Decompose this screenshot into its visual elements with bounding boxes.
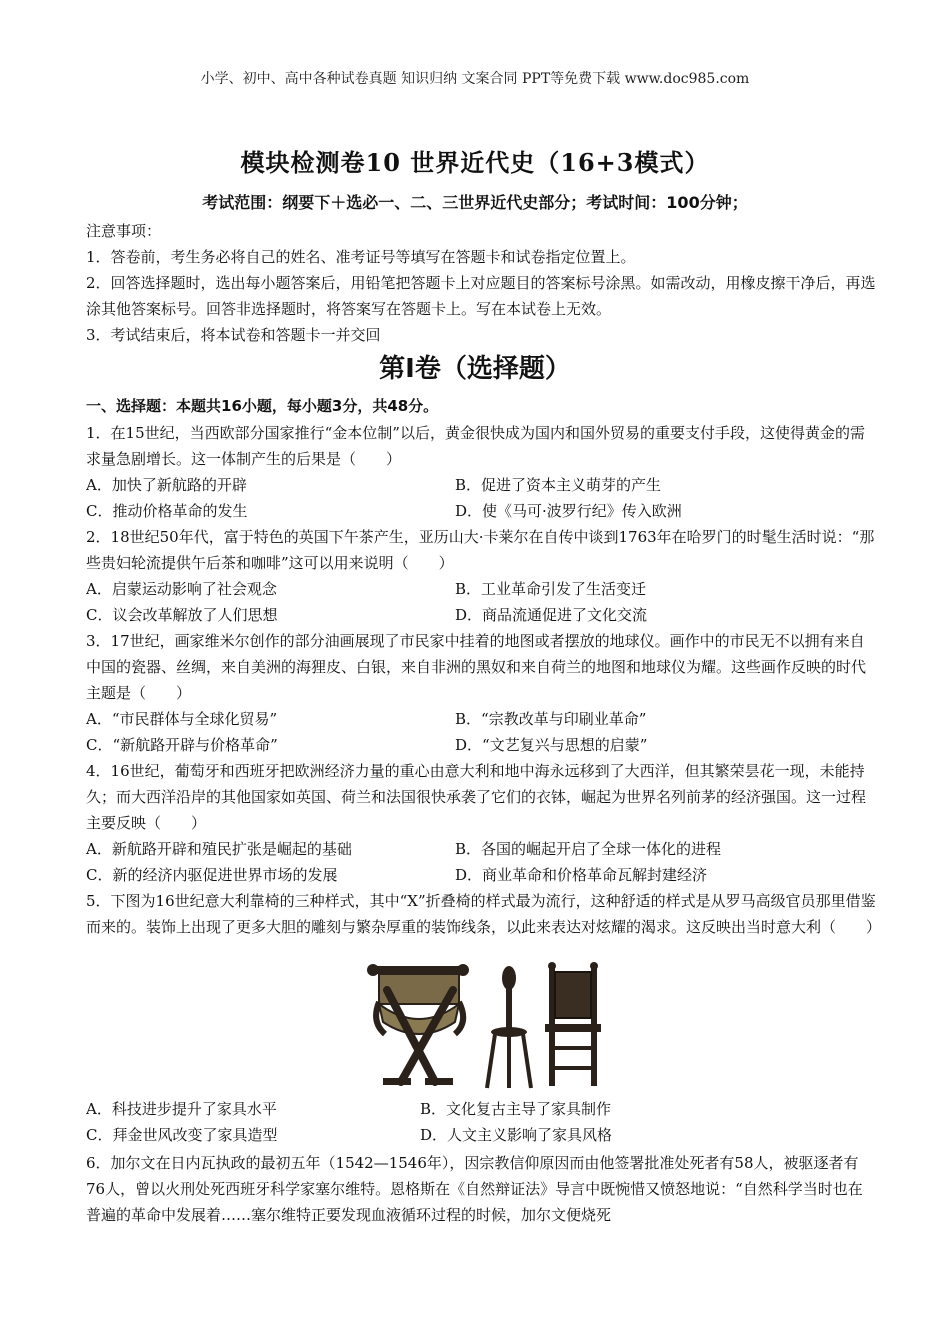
option-a: A．“市民群体与全球化贸易” xyxy=(86,710,278,728)
exam-scope: 考试范围：纲要下＋选必一、二、三世界近代史部分；考试时间：100分钟； xyxy=(202,193,748,212)
exam-title: 模块检测卷10 世界近代史（16+3模式） xyxy=(240,148,710,177)
option-c: C．拜金世风改变了家具造型 xyxy=(86,1126,278,1144)
question-stem: 5．下图为16世纪意大利靠椅的三种样式，其中“X”折叠椅的样式最为流行，这种舒适的样式是从罗马高级官员那里借鉴而来的。装饰上出现了更多大胆的雕刻与繁杂厚重的装饰线条，以此来表达对炫耀的渴求。这反映出当时意大利（ ） xyxy=(86,892,882,936)
question-stem: 6．加尔文在日内瓦执政的最初五年（1542—1546年），因宗教信仰原因而由他签署批准处死者有58人，被驱逐者有76人，曾以火刑处死西班牙科学家塞尔维特。恩格斯在《自然辩证法》导言中既惋惜又愤怒地说：“自然科学当时也在普遍的革命中发展着……塞尔维特正要发现血液循环过程的时候，加尔文便烧死 xyxy=(86,1154,863,1224)
part-heading: 一、选择题：本题共16小题，每小题3分，共48分。 xyxy=(86,397,439,415)
option-b: B．工业革命引发了生活变迁 xyxy=(455,580,647,598)
section-title: 第I卷（选择题） xyxy=(379,354,571,384)
option-a: A．科技进步提升了家具水平 xyxy=(86,1100,277,1118)
option-d: D．“文艺复兴与思想的启蒙” xyxy=(455,736,648,754)
option-b: B．文化复古主导了家具制作 xyxy=(420,1100,612,1118)
chairs-illustration xyxy=(365,962,605,1090)
question-stem: 3．17世纪，画家维米尔创作的部分油画展现了市民家中挂着的地图或者摆放的地球仪。画作中的市民无不以拥有来自中国的瓷器、丝绸，来自美洲的海狸皮、白银，来自非洲的黑奴和来自荷兰的地图和地球仪为耀。这些画作反映的时代主题是（ ） xyxy=(86,632,867,702)
option-d: D．商业革命和价格革命瓦解封建经济 xyxy=(455,866,708,884)
option-c: C．“新航路开辟与价格革命” xyxy=(86,736,278,754)
question-stem: 2．18世纪50年代，富于特色的英国下午茶产生，亚历山大·卡莱尔在自传中谈到1763年在哈罗门的时髦生活时说：“那些贵妇轮流提供午后茶和咖啡”这可以用来说明（ ） xyxy=(86,528,875,572)
option-a: A．新航路开辟和殖民扩张是崛起的基础 xyxy=(86,840,352,858)
option-b: B．“宗教改革与印刷业革命” xyxy=(455,710,647,728)
option-c: C．议会改革解放了人们思想 xyxy=(86,606,278,624)
note-item: 1．答卷前，考生务必将自己的姓名、准考证号等填写在答题卡和试卷指定位置上。 xyxy=(86,248,636,266)
option-c: C．推动价格革命的发生 xyxy=(86,502,248,520)
high-back-chair-image xyxy=(545,962,601,1086)
question-stem: 1．在15世纪，当西欧部分国家推行“金本位制”以后，黄金很快成为国内和国外贸易的重要支付手段，这使得黄金的需求量急剧增长。这一体制产生的后果是（ ） xyxy=(86,424,865,468)
notes-heading: 注意事项： xyxy=(86,222,162,240)
x-folding-chair-image xyxy=(367,964,469,1085)
option-d: D．使《马可·波罗行纪》传入欧洲 xyxy=(455,502,682,520)
option-c: C．新的经济内驱促进世界市场的发展 xyxy=(86,866,338,884)
note-item: 2．回答选择题时，选出每小题答案后，用铅笔把答题卡上对应题目的答案标号涂黑。如需改动，用橡皮擦干净后，再选涂其他答案标号。回答非选择题时，将答案写在答题卡上。写在本试卷上无效。 xyxy=(86,274,876,318)
option-d: D．人文主义影响了家具风格 xyxy=(420,1126,613,1144)
option-a: A．加快了新航路的开辟 xyxy=(86,476,247,494)
option-b: B．各国的崛起开启了全球一体化的进程 xyxy=(455,840,722,858)
option-a: A．启蒙运动影响了社会观念 xyxy=(86,580,277,598)
note-item: 3．考试结束后，将本试卷和答题卡一并交回 xyxy=(86,326,381,344)
site-header-banner: 小学、初中、高中各种试卷真题 知识归纳 文案合同 PPT等免费下载 www.doc985.com xyxy=(200,71,750,87)
stool-chair-image xyxy=(487,966,531,1088)
question-stem: 4．16世纪，葡萄牙和西班牙把欧洲经济力量的重心由意大利和地中海永远移到了大西洋，但其繁荣昙花一现，未能持久；而大西洋沿岸的其他国家如英国、荷兰和法国很快承袭了它们的衣钵，崛起为世界名列前茅的经济强国。这一过程主要反映（ ） xyxy=(86,762,867,832)
option-b: B．促进了资本主义萌芽的产生 xyxy=(455,476,662,494)
option-d: D．商品流通促进了文化交流 xyxy=(455,606,648,624)
